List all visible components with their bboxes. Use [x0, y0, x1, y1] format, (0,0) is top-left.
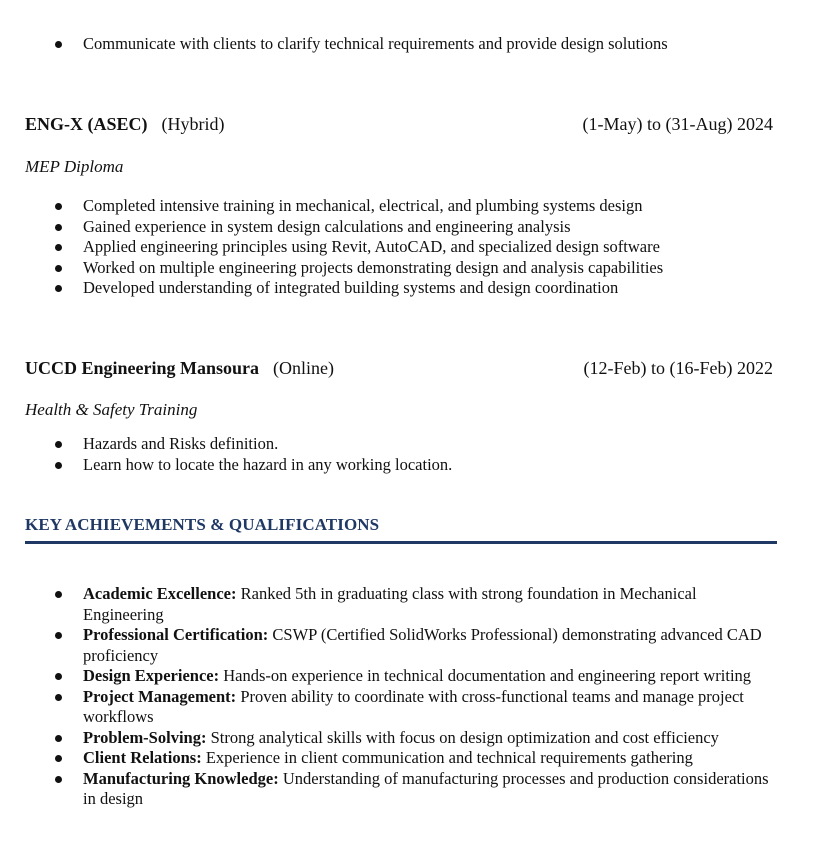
bullet-icon — [55, 41, 62, 48]
achievement-text: Strong analytical skills with focus on design optimization and cost efficiency — [206, 727, 719, 747]
list-item — [25, 237, 773, 258]
bullet-icon — [55, 441, 62, 448]
entry-bullets-uccd — [0, 434, 773, 475]
bullet-icon — [55, 224, 62, 231]
entry-header-uccd — [25, 358, 773, 379]
bullet-icon — [55, 265, 62, 272]
achievement-text: Hands-on experience in technical documentation and engineering report writing — [219, 666, 752, 685]
list-item — [25, 666, 773, 687]
achievement-label: Professional Certification: — [83, 625, 269, 644]
achievement-text: CSWP (Certified SolidWorks Professional) demonstrating advanced CAD proficiency — [83, 625, 762, 665]
list-item — [25, 434, 773, 455]
bullet-icon — [55, 285, 62, 292]
list-item — [25, 728, 773, 749]
entry-org: ENG-X (ASEC) — [25, 114, 148, 134]
achievement-text: Experience in client communication and technical requirements gathering — [201, 748, 693, 767]
bullet-text: Communicate with clients to clarify technical requirements and provide design solutions — [83, 34, 668, 53]
bullet-icon — [55, 776, 62, 783]
bullet-text: Hazards and Risks definition. — [83, 434, 279, 453]
bullet-icon — [55, 462, 62, 469]
achievement-text: Proven ability to coordinate with cross-functional teams and manage project workflows — [83, 686, 744, 726]
entry-dates: (12-Feb) to (16-Feb) 2022 — [583, 358, 773, 378]
bullet-text: Applied engineering principles using Revit, AutoCAD, and specialized design software — [83, 237, 660, 256]
bullet-icon — [55, 591, 62, 598]
achievement-text: Ranked 5th in graduating class with strong foundation in Mechanical Engineering — [83, 584, 697, 624]
bullet-text: Learn how to locate the hazard in any working location. — [83, 454, 453, 474]
bullet-icon — [55, 694, 62, 701]
entry-mode: (Hybrid) — [161, 114, 225, 134]
entry-header-eng-x — [25, 114, 773, 135]
list-item — [25, 258, 773, 279]
entry-subtitle: Health & Safety Training — [25, 400, 198, 419]
achievement-label: Academic Excellence: — [83, 584, 237, 603]
entry-org: UCCD Engineering Mansoura — [25, 358, 260, 378]
list-item — [25, 455, 773, 476]
section-title-achievements: KEY ACHIEVEMENTS & QUALIFICATIONS — [25, 515, 380, 534]
list-item — [25, 625, 773, 666]
bullet-icon — [55, 673, 62, 680]
achievement-label: Client Relations: — [83, 748, 202, 767]
achievement-label: Project Management: — [83, 686, 237, 706]
list-item — [25, 278, 773, 299]
bullet-icon — [55, 632, 62, 639]
entry-org-block — [25, 358, 334, 379]
bullet-icon — [55, 244, 62, 251]
list-item — [25, 217, 773, 238]
achievements-list — [0, 584, 773, 810]
bullet-text: Gained experience in system design calculations and engineering analysis — [83, 216, 571, 236]
list-item — [25, 34, 773, 55]
list-item — [25, 584, 773, 625]
entry-subtitle: MEP Diploma — [25, 157, 124, 176]
achievement-label: Manufacturing Knowledge: — [83, 768, 279, 788]
achievement-label: Problem-Solving: — [83, 727, 207, 747]
achievement-text: Understanding of manufacturing processes and production considerations in design — [83, 768, 769, 808]
previous-entry-bullets — [0, 34, 773, 55]
list-item — [25, 687, 773, 728]
entry-bullets-eng-x — [0, 196, 773, 299]
achievement-label: Design Experience: — [83, 666, 220, 685]
section-divider — [25, 541, 777, 544]
list-item — [25, 748, 773, 769]
bullet-text: Worked on multiple engineering projects demonstrating design and analysis capabilities — [83, 257, 664, 277]
bullet-icon — [55, 203, 62, 210]
list-item — [25, 196, 773, 217]
bullet-icon — [55, 755, 62, 762]
entry-mode: (Online) — [273, 358, 334, 378]
bullet-icon — [55, 735, 62, 742]
bullet-text: Completed intensive training in mechanical, electrical, and plumbing systems design — [83, 196, 643, 215]
bullet-text: Developed understanding of integrated building systems and design coordination — [83, 278, 619, 297]
list-item — [25, 769, 773, 810]
entry-org-block — [25, 114, 225, 135]
entry-dates: (1-May) to (31-Aug) 2024 — [582, 114, 773, 134]
